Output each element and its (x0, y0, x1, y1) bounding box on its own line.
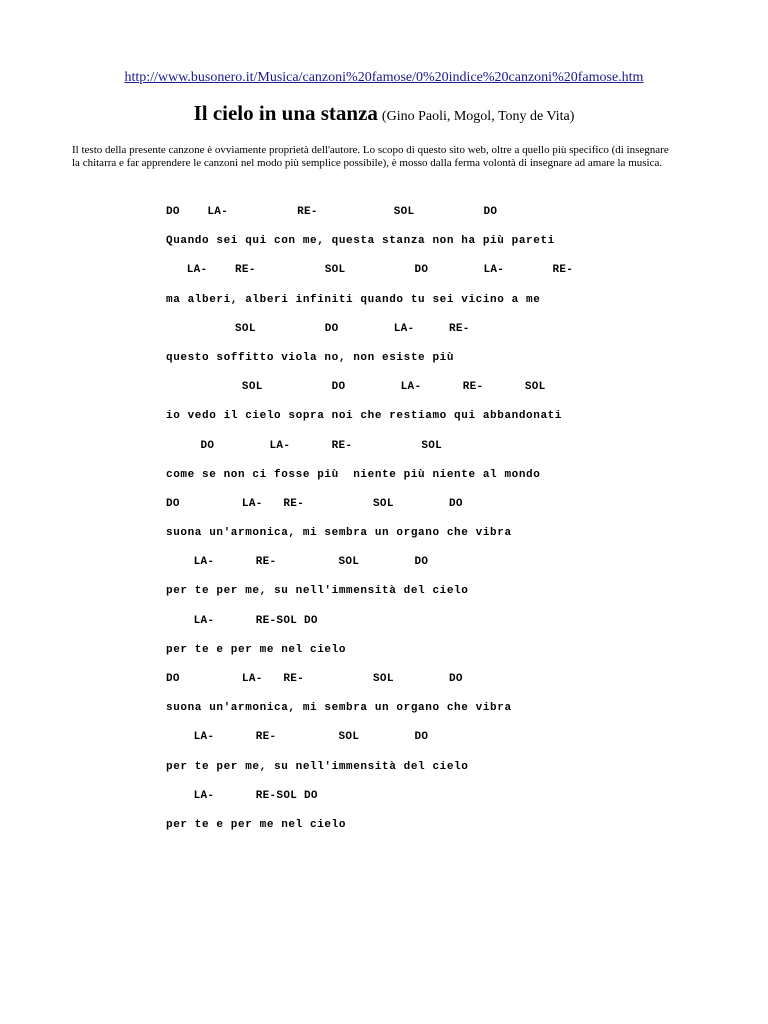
song-title-text: Il cielo in una stanza (193, 101, 378, 125)
copyright-disclaimer: Il testo della presente canzone è ovviamente proprietà dell'autore. Lo scopo di questo sito web, oltre a quello più specifico (di insegnare la chitarra e far apprendere le canzoni nel modo più semplice possibile), è mosso dalla ferma volontà di insegnare ad amare la musica. (72, 144, 669, 169)
song-lyrics-with-chords (166, 204, 726, 846)
lyric-line: per te per me, su nell'immensità del cielo (166, 760, 469, 773)
lyric-line: io vedo il cielo sopra noi che restiamo qui abbandonati (166, 410, 563, 423)
chord-line: LA- RE- SOL DO (166, 731, 429, 744)
lyric-line: ma alberi, alberi infiniti quando tu sei vicino a me (166, 293, 541, 306)
lyric-line: per te e per me nel cielo (166, 643, 347, 656)
chord-line: LA- RE- SOL DO (166, 556, 429, 569)
chord-line: LA- RE-SOL DO (166, 789, 318, 802)
chord-line: SOL DO LA- RE- (166, 322, 470, 335)
chord-line: SOL DO LA- RE- SOL (166, 381, 546, 394)
lyric-line: Quando sei qui con me, questa stanza non ha più pareti (166, 235, 555, 248)
song-authors: (Gino Paoli, Mogol, Tony de Vita) (381, 109, 575, 124)
source-url-link[interactable]: http://www.busonero.it/Musica/canzoni%20famose/0%20indice%20canzoni%20famose.htm (124, 70, 644, 85)
lyric-line: come se non ci fosse più niente più niente al mondo (166, 468, 541, 481)
lyric-line: per te per me, su nell'immensità del cielo (166, 585, 469, 598)
lyric-line: suona un'armonica, mi sembra un organo che vibra (166, 527, 512, 540)
chord-line: DO LA- RE- SOL DO (166, 206, 498, 218)
lyric-line: suona un'armonica, mi sembra un organo che vibra (166, 702, 512, 715)
lyric-line: per te e per me nel cielo (166, 818, 347, 831)
chord-line: LA- RE- SOL DO LA- RE- (166, 264, 574, 277)
chord-line: DO LA- RE- SOL DO (166, 497, 463, 510)
chord-line: LA- RE-SOL DO (166, 614, 318, 627)
chord-line: DO LA- RE- SOL (166, 439, 443, 452)
song-title (0, 101, 768, 126)
lyric-line: questo soffitto viola no, non esiste più (166, 351, 455, 364)
chord-line: DO LA- RE- SOL DO (166, 673, 463, 685)
